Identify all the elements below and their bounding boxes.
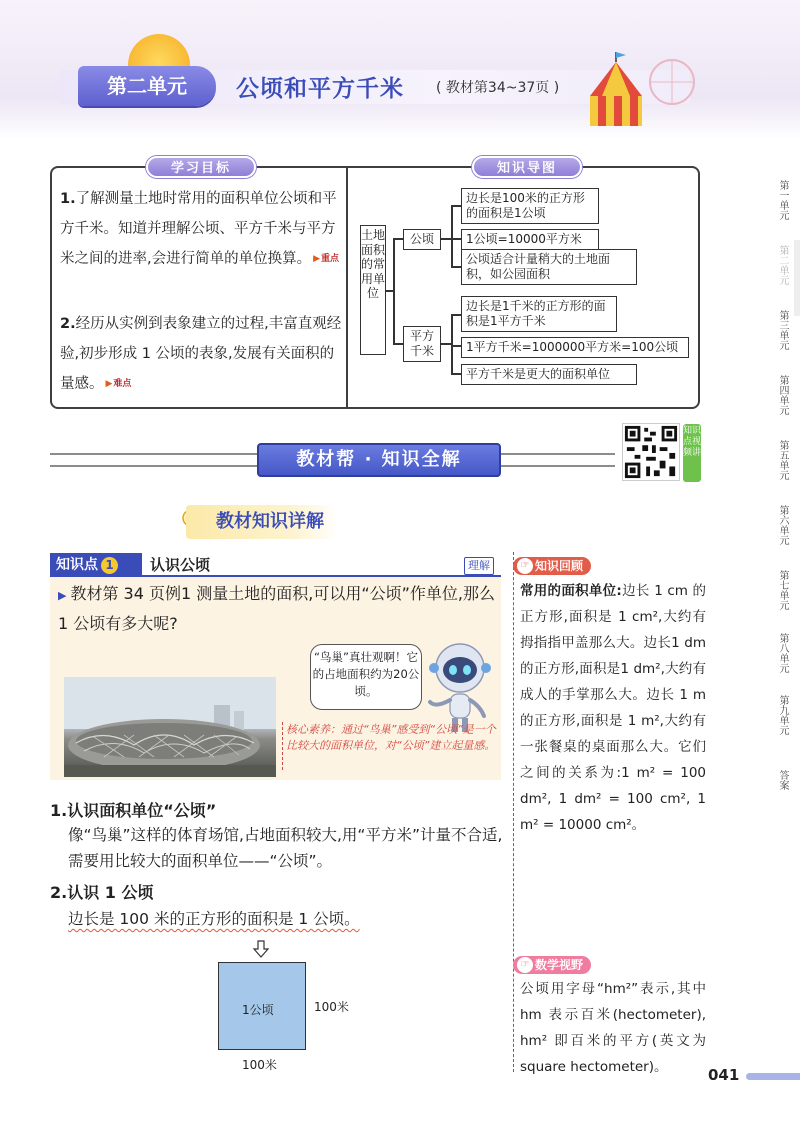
map-connector bbox=[393, 343, 403, 345]
textbook-reference: ( 教材第34~37页 ) bbox=[436, 80, 560, 96]
side-tab-unit-5[interactable]: 第五单元 bbox=[777, 440, 788, 480]
vision-text: 公顷用字母“hm²”表示,其中 hm 表示百米(hectometer), hm² 即百米的平方(英文为 square hectometer)。 bbox=[520, 981, 706, 1075]
knowledge-point-number: 1 bbox=[101, 557, 118, 574]
side-tab-unit-6[interactable]: 第六单元 bbox=[777, 505, 788, 545]
map-connector bbox=[451, 314, 461, 316]
map-connector bbox=[451, 266, 461, 268]
map-branch-sqkm: 平方千米 bbox=[403, 326, 441, 362]
map-connector bbox=[393, 238, 403, 240]
key-point-tag: ▶ 重点 bbox=[313, 244, 339, 274]
map-connector bbox=[451, 238, 461, 240]
review-pill-label: 知识回顾 bbox=[535, 559, 584, 573]
map-connector bbox=[393, 238, 395, 344]
example-question: 教材第 34 页例1 测量土地的面积,可以用“公顷”作单位,那么 1 公顷有多大呢? bbox=[58, 584, 496, 633]
side-tab-unit-9[interactable]: 第九单元 bbox=[777, 695, 788, 735]
heading-2: 2.认识 1 公顷 bbox=[50, 883, 154, 902]
map-connector bbox=[451, 314, 453, 374]
map-node-hectare-def: 边长是100米的正方形的面积是1公顷 bbox=[461, 188, 599, 224]
map-node-hectare-rate: 1公顷=10000平方米 bbox=[461, 229, 599, 250]
page-number: 041 bbox=[708, 1066, 740, 1084]
map-node-sqkm-note: 平方千米是更大的面积单位 bbox=[461, 364, 637, 385]
review-body: 边长 1 cm 的正方形,面积是 1 cm²,大约有拇指指甲盖那么大。边长1 dm的正方形,面积是1 dm²,大约有成人的手掌那么大。边长 1 m 的正方形,面积是 1 m²,大约有一张餐桌的桌面那么大。它们之间的关系为:1 m² = 100 dm², 1 dm² = 100 cm², 1 m² = 10000 cm²。 bbox=[520, 583, 706, 833]
pointing-hand-icon: ☞ bbox=[517, 957, 533, 973]
objective-1-text: 了解测量土地时常用的面积单位公顷和平方千米。知道并理解公顷、平方千米与平方米之间的进率,会进行简单的单位换算。 bbox=[60, 191, 337, 267]
side-tab-unit-4[interactable]: 第四单元 bbox=[777, 375, 788, 415]
column-divider bbox=[513, 552, 514, 1072]
understand-badge: 理解 bbox=[464, 557, 494, 575]
definition-text: 边长是 100 米的正方形的面积是 1 公顷。 bbox=[68, 910, 360, 928]
paragraph-2 bbox=[68, 906, 508, 932]
difficulty-tag: ▶ 难点 bbox=[106, 369, 132, 399]
map-root-node: 土地面积的常用单位 bbox=[360, 225, 386, 355]
map-connector bbox=[451, 205, 461, 207]
side-tab-unit-7[interactable]: 第七单元 bbox=[777, 570, 788, 610]
section-title: 教材帮 · 知识全解 bbox=[257, 443, 501, 477]
review-pill bbox=[513, 557, 591, 575]
page-bar bbox=[746, 1073, 800, 1080]
side-tab-unit-3[interactable]: 第三单元 bbox=[777, 310, 788, 350]
objective-2 bbox=[60, 309, 342, 399]
objective-1-num: 1. bbox=[60, 191, 76, 207]
down-arrow-icon bbox=[251, 939, 271, 959]
birds-nest-photo bbox=[64, 677, 276, 777]
review-lead: 常用的面积单位: bbox=[520, 583, 622, 599]
map-node-sqkm-rate: 1平方千米=1000000平方米=100公顷 bbox=[461, 337, 689, 358]
map-connector bbox=[451, 205, 453, 267]
side-tab-indicator bbox=[794, 240, 800, 316]
unit-label: 第二单元 bbox=[78, 66, 216, 106]
map-node-hectare-use: 公顷适合计量稍大的土地面积，如公园面积 bbox=[461, 249, 637, 285]
subsection-title: 教材知识详解 bbox=[186, 505, 338, 539]
qr-code-icon[interactable] bbox=[622, 423, 680, 481]
square-bottom-label: 100米 bbox=[242, 1058, 277, 1072]
map-connector bbox=[451, 373, 461, 375]
square-center-label: 1公顷 bbox=[242, 1003, 274, 1017]
map-connector bbox=[451, 345, 461, 347]
side-tab-unit-2[interactable]: 第二单元 bbox=[777, 245, 788, 285]
knowledge-point-text: 知识点 bbox=[56, 557, 98, 573]
map-connector bbox=[441, 343, 451, 345]
map-connector bbox=[441, 238, 451, 240]
example-text bbox=[58, 580, 498, 638]
speech-bubble: “鸟巢”真壮观啊！它的占地面积约为20公顷。 bbox=[310, 644, 422, 710]
triangle-icon: ▶ bbox=[58, 589, 67, 602]
objectives-pill: 学习目标 bbox=[146, 156, 256, 178]
knowledge-point-title: 认识公顷 bbox=[150, 556, 211, 574]
objective-2-num: 2. bbox=[60, 316, 76, 332]
circus-tent-illustration bbox=[580, 52, 700, 130]
side-tab-unit-8[interactable]: 第八单元 bbox=[777, 633, 788, 673]
knowledge-point-label bbox=[50, 553, 142, 577]
map-node-sqkm-def: 边长是1千米的正方形的面积是1平方千米 bbox=[461, 296, 617, 332]
paragraph-1: 像“鸟巢”这样的体育场馆,占地面积较大,用“平方米”计量不合适,需要用比较大的面积单位——“公顷”。 bbox=[68, 826, 503, 870]
knowledge-map-pill: 知识导图 bbox=[472, 156, 582, 178]
square-side-label: 100米 bbox=[314, 1000, 349, 1014]
objective-2-text: 经历从实例到表象建立的过程,丰富直观经验,初步形成 1 公顷的表象,发展有关面积的量感。 bbox=[60, 316, 342, 392]
vision-pill-label: 数学视野 bbox=[535, 958, 584, 972]
side-tab-answers[interactable]: 答案 bbox=[777, 770, 788, 790]
map-branch-hectare: 公顷 bbox=[403, 229, 441, 250]
box-divider bbox=[346, 166, 348, 409]
page-title: 公顷和平方千米 bbox=[236, 76, 404, 102]
vision-pill bbox=[513, 956, 591, 974]
objective-1 bbox=[60, 184, 342, 274]
side-tab-unit-1[interactable]: 第一单元 bbox=[777, 180, 788, 220]
review-text bbox=[520, 578, 706, 838]
heading-1: 1.认识面积单位“公顷” bbox=[50, 801, 217, 820]
core-competency-note: 核心素养：通过“鸟巢”感受到“公顷”是一个比较大的面积单位，对“公顷”建立起量感。 bbox=[286, 723, 496, 752]
qr-video-label: 知识点视频讲 bbox=[683, 424, 701, 482]
pointing-hand-icon: ☞ bbox=[517, 558, 533, 574]
